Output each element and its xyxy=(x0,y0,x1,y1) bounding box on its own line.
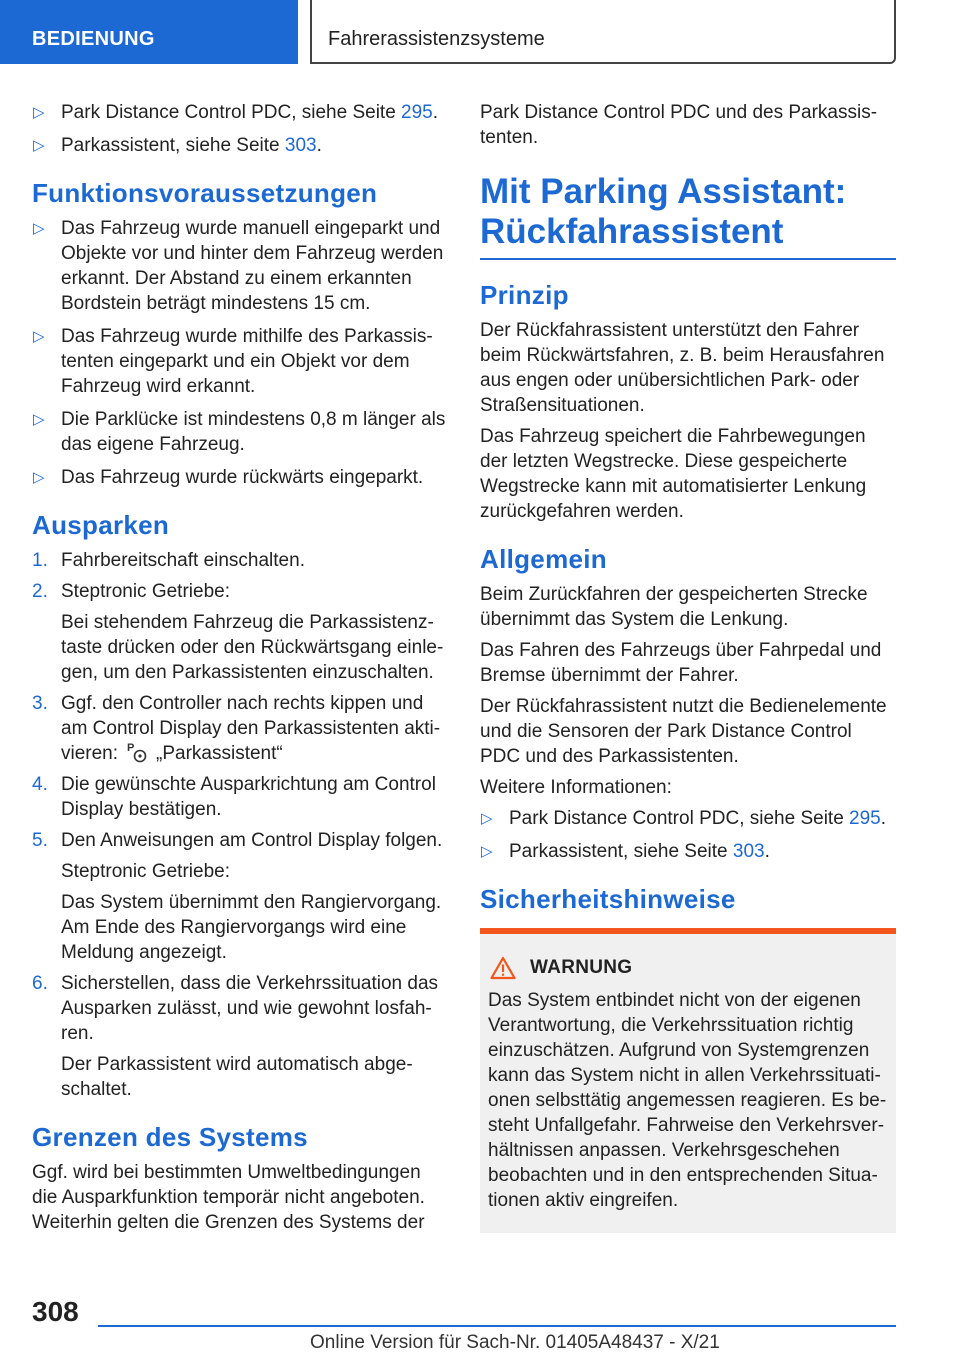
paragraph: Das Fahrzeug speichert die Fahrbewegungen der letzten Wegstrecke. Diese gespeicherte Wegstrecke kann mit automatisierter Lenkung zurückgefahren werden. xyxy=(480,426,867,522)
left-column xyxy=(32,100,450,1241)
step-5-detail: Steptronic Getriebe: xyxy=(61,861,230,882)
list-item: ▷ Die Parklücke ist mindestens 0,8 m länger als das eigene Fahrzeug. xyxy=(33,409,446,455)
list-item: ▷ Park Distance Control PDC, siehe Seite 295. xyxy=(481,808,887,829)
warning-text: Das System entbindet nicht von der eigenen Verantwortung, die Verkehrssituation richtig einzuschätzen. Aufgrund von Systemgrenzen kann das System nicht in allen Verkehrssituationen selbsttätig angemessen reagieren. Es besteht Unfallgefahr. Fahrweise den Verkehrsverhältnissen anpassen. Verkehrsgeschehen beobachten und in den entsprechenden Situationen aktiv eingreifen. xyxy=(488,990,887,1211)
warning-triangle-icon xyxy=(490,956,516,980)
triangle-right-icon: ▷ xyxy=(481,843,493,860)
chapter-tab: Fahrerassistenzsysteme xyxy=(310,0,896,64)
list-item: ▷ Park Distance Control PDC, siehe Seite 295. xyxy=(33,102,439,123)
step-6-detail: Der Parkassistent wird automatisch abgeschaltet. xyxy=(61,1054,413,1100)
park-assistant-icon xyxy=(126,741,148,763)
list-item: ▷ Das Fahrzeug wurde mithilfe des Parkassistenten eingeparkt und ein Objekt vor dem Fahrzeug wird erkannt. xyxy=(33,326,433,397)
heading-allgemein: Allgemein xyxy=(480,544,607,574)
triangle-right-icon: ▷ xyxy=(33,104,45,121)
warning-box xyxy=(480,928,896,1233)
list-item: ▷ Parkassistent, siehe Seite 303. xyxy=(481,841,770,862)
svg-text:P: P xyxy=(127,742,135,754)
step-1: 1. Fahrbereitschaft einschalten. xyxy=(32,550,305,571)
heading-funktionsvoraussetzungen: Funktionsvoraussetzungen xyxy=(32,178,378,208)
heading-sicherheitshinweise: Sicherheitshinweise xyxy=(480,884,736,914)
triangle-right-icon: ▷ xyxy=(33,137,45,154)
paragraph: Ggf. wird bei bestimmten Umweltbedingungen die Ausparkfunktion temporär nicht angeboten. Weiterhin gelten die Grenzen des Systems der xyxy=(32,1162,425,1233)
paragraph: Der Rückfahrassistent unterstützt den Fahrer beim Rückwärtsfahren, z. B. beim Herausfahren aus engen oder unübersichtlichen Park- oder Straßensituationen. xyxy=(480,320,885,416)
heading-prinzip: Prinzip xyxy=(480,280,569,310)
triangle-right-icon: ▷ xyxy=(481,810,493,827)
paragraph: Beim Zurückfahren der gespeicherten Strecke übernimmt das System die Lenkung. xyxy=(480,584,868,630)
paragraph: Park Distance Control PDC und des Parkassistenten. xyxy=(480,102,878,148)
list-item: ▷ Das Fahrzeug wurde rückwärts eingeparkt. xyxy=(33,467,424,488)
step-4: 4. Die gewünschte Ausparkrichtung am Control Display bestätigen. xyxy=(32,774,436,820)
triangle-right-icon: ▷ xyxy=(33,469,45,486)
heading-ausparken: Ausparken xyxy=(32,510,170,540)
footer-text: Online Version für Sach-Nr. 01405A48437 - X/21 xyxy=(310,1332,720,1353)
heading-rueckfahrassistent: Mit Parking Assistant: Rückfahrassistent xyxy=(480,172,896,260)
paragraph: Weitere Informationen: xyxy=(480,777,672,798)
warning-header xyxy=(490,956,888,980)
triangle-right-icon: ▷ xyxy=(33,220,45,237)
page-link[interactable]: 295 xyxy=(849,808,881,829)
list-item: ▷ Parkassistent, siehe Seite 303. xyxy=(33,135,322,156)
paragraph: Das Fahren des Fahrzeugs über Fahrpedal und Bremse übernimmt der Fahrer. xyxy=(480,640,882,686)
section-tab: BEDIENUNG xyxy=(0,0,298,64)
right-column xyxy=(480,100,896,1233)
step-2: 2. Steptronic Getriebe: xyxy=(32,581,230,602)
warning-title: WARNUNG xyxy=(530,957,633,978)
heading-grenzen: Grenzen des Systems xyxy=(32,1122,308,1152)
step-5-detail: Das System übernimmt den Rangiervorgang. Am Ende des Rangiervorgangs wird eine Meldung angezeigt. xyxy=(61,892,442,963)
step-5: 5. Den Anweisungen am Control Display folgen. xyxy=(32,830,443,851)
paragraph: Der Rückfahrassistent nutzt die Bedienelemente und die Sensoren der Park Distance Control PDC und des Parkassistenten. xyxy=(480,696,887,767)
page-link[interactable]: 303 xyxy=(284,135,317,156)
page-link[interactable]: 295 xyxy=(401,102,433,123)
page-link[interactable]: 303 xyxy=(732,841,765,862)
page-number: 308 xyxy=(32,1296,79,1327)
triangle-right-icon: ▷ xyxy=(33,411,45,428)
triangle-right-icon: ▷ xyxy=(33,328,45,345)
list-item: ▷ Das Fahrzeug wurde manuell eingeparkt und Objekte vor und hinter dem Fahrzeug werden erkannt. Der Abstand zu einem erkannten Bordstein beträgt mindestens 15 cm. xyxy=(33,218,444,314)
step-6: 6. Sicherstellen, dass die Verkehrssituation das Ausparken zulässt, und wie gewohnt losfahren. xyxy=(32,973,439,1044)
footer-divider xyxy=(98,1325,896,1327)
step-2-detail: Bei stehendem Fahrzeug die Parkassistenztaste drücken oder den Rückwärtsgang einlegen, um den Parkassistenten einzuschalten. xyxy=(61,612,444,683)
step-3: 3. Ggf. den Controller nach rechts kippen und am Control Display den Parkassistenten aktivieren: P „Parkassistent“ xyxy=(32,693,441,764)
page-header xyxy=(0,0,960,66)
